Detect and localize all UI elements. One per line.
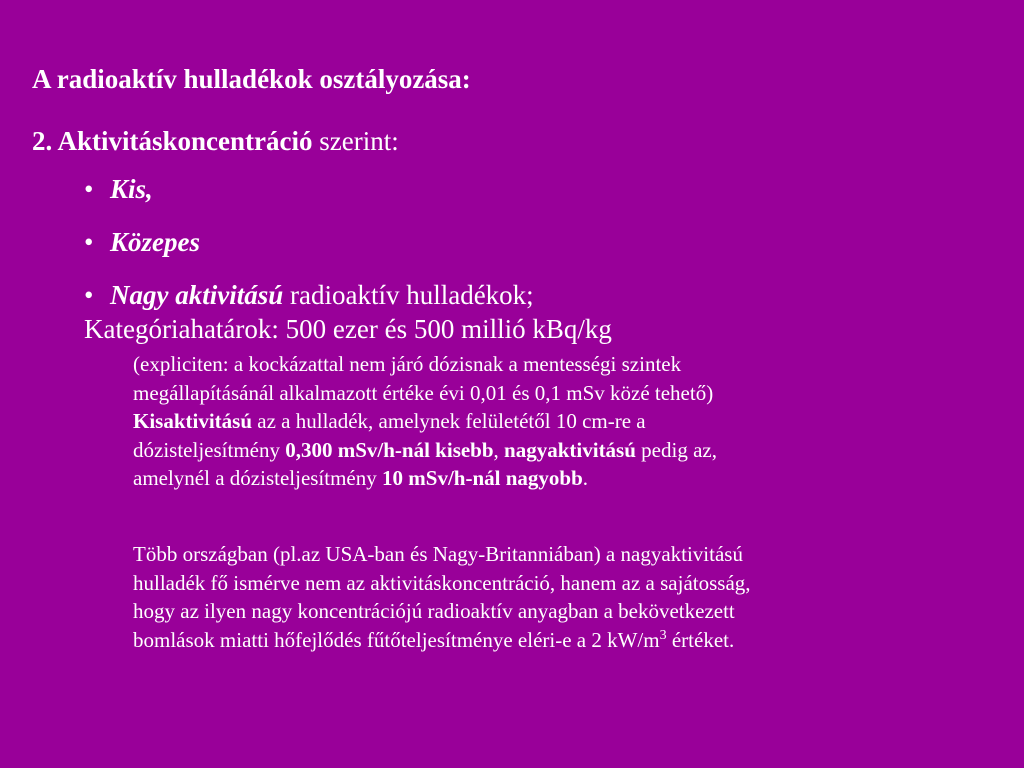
list-item — [84, 172, 534, 206]
text-line: hulladék fő ismérve nem az aktivitáskoncentráció, hanem az a sajátosság, — [133, 570, 751, 595]
bullet-icon: • — [84, 227, 94, 257]
text-segment: . — [582, 466, 588, 490]
text-segment: amelynél a dózisteljesítmény — [133, 466, 383, 490]
international-paragraph — [133, 540, 993, 654]
bold-term: nagyaktivitású — [504, 437, 636, 462]
text-segment: értéket. — [666, 627, 735, 652]
slide-subtitle — [32, 124, 399, 158]
bold-term: 10 mSv/h-nál nagyobb — [382, 466, 583, 490]
bullet-icon: • — [84, 280, 94, 310]
text-segment: , — [493, 437, 505, 462]
text-segment: pedig az, — [635, 437, 717, 462]
superscript: 3 — [659, 627, 667, 643]
text-line: megállapításánál alkalmazott értéke évi 0,01 és 0,1 mSv közé tehető) — [133, 380, 714, 405]
text-line: hogy az ilyen nagy koncentrációjú radioaktív anyagban a bekövetkezett — [133, 599, 735, 623]
list-item — [84, 278, 534, 312]
text-line: Több országban (pl.az USA-ban és Nagy-Britanniában) a nagyaktivitású — [133, 542, 743, 566]
subtitle-bold: 2. Aktivitáskoncentráció — [32, 126, 313, 156]
text-line — [133, 464, 993, 493]
text-segment: az a hulladék, amelynek felületétől 10 cm-re a — [252, 409, 646, 433]
bullet-emphasis: Nagy aktivitású — [110, 280, 284, 310]
bullet-rest: radioaktív hulladékok; — [283, 280, 534, 310]
definition-paragraph — [133, 350, 993, 493]
bold-term: Kisaktivitású — [133, 409, 253, 433]
category-limits: Kategóriahatárok: 500 ezer és 500 millió kBq/kg — [84, 314, 612, 344]
bullet-emphasis: Kis, — [110, 174, 153, 204]
bullet-list — [84, 172, 534, 312]
bullet-emphasis: Közepes — [110, 227, 200, 257]
bold-term: 0,300 mSv/h-nál kisebb — [285, 437, 494, 462]
text-segment: bomlások miatti hőfejlődés fűtőteljesítménye eléri-e a 2 kW/m — [133, 627, 660, 652]
slide-title: A radioaktív hulladékok osztályozása: — [32, 64, 471, 94]
list-item — [84, 225, 534, 259]
text-line: (expliciten: a kockázattal nem járó dózisnak a mentességi szintek — [133, 352, 682, 376]
text-line — [133, 626, 993, 655]
text-line — [133, 436, 993, 465]
text-line — [133, 407, 993, 436]
bullet-icon: • — [84, 174, 94, 204]
subtitle-rest: szerint: — [312, 126, 399, 156]
text-segment: dózisteljesítmény — [133, 437, 286, 462]
